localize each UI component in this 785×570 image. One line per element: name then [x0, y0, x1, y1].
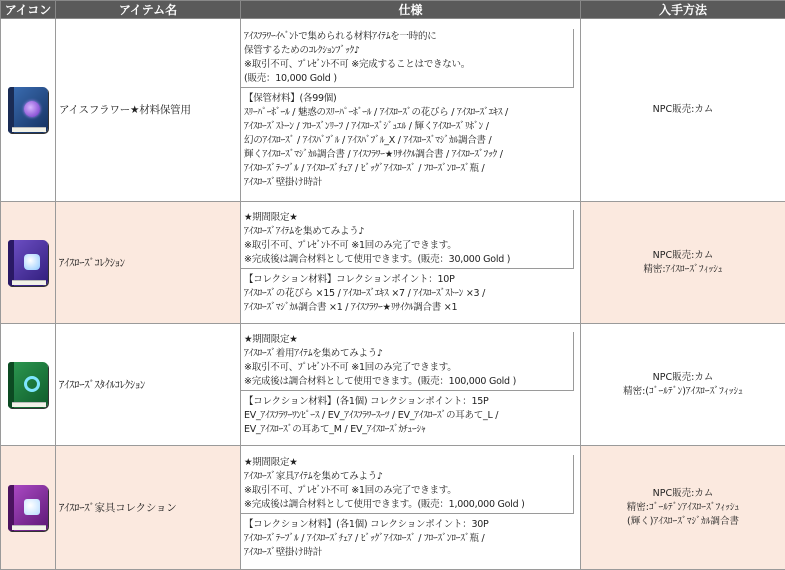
icon-cell — [1, 19, 56, 202]
method-line: 精密:ｺﾞｰﾙﾃﾞﾝｱｲｽﾛｰｽﾞﾌｨｯｼｭ — [581, 501, 785, 515]
icon-cell — [1, 202, 56, 324]
spec-materials: 【コレクション材料】(各1個) コレクションポイント：30P ｱｲｽﾛｰｽﾞﾃｰﾌﾞﾙ / ｱｲｽﾛｰｽﾞﾁｪｱ / ﾋﾞｯｸﾞｱｲｽﾛｰｽﾞ / ﾌﾛｰｽﾞﾝﾛｰｽﾞ瓶 / ｱｲｽﾛｰｽﾞ壁掛け時計 — [241, 514, 580, 561]
spec-cell — [241, 324, 581, 446]
method-line: NPC販売:カム — [581, 487, 785, 501]
spec-cell — [241, 446, 581, 570]
method-line: 精密:(ｺﾞｰﾙﾃﾞﾝ)ｱｲｽﾛｰｽﾞﾌｨｯｼｭ — [581, 385, 785, 399]
blue-book-icon — [8, 87, 48, 133]
table-row — [1, 19, 785, 202]
header-icon: アイコン — [1, 1, 56, 19]
header-item-name: アイテム名 — [56, 1, 241, 19]
green-book-icon — [8, 362, 48, 408]
spec-description: ★期間限定★ ｱｲｽﾛｰｽﾞ家具ｱｲﾃﾑを集めてみよう♪ ※取引不可、ﾌﾟﾚｾﾞﾝﾄ不可 ※1回のみ完了できます。 ※完成後は調合材料として使用できます。(販売：1,000,000 Gold ) — [241, 455, 574, 514]
item-name: ｱｲｽﾛｰｽﾞｺﾚｸｼｮﾝ — [56, 202, 241, 324]
spec-materials: 【保管材料】(各99個) ｽﾘｰﾊﾟｰﾎﾞｰﾙ / 魅惑のｽﾘｰﾊﾟｰﾎﾞｰﾙ / ｱｲｽﾛｰｽﾞの花びら / ｱｲｽﾛｰｽﾞｴｷｽ / ｱｲｽﾛｰｽﾞｽﾄｰﾝ / ﾌﾛｰｽﾞﾝﾘｰﾌ / ｱｲｽﾛｰｽﾞｼﾞｭｴﾙ / 輝くｱｲｽﾛｰｽﾞﾘﾎﾞﾝ / 幻のｱｲｽﾛｰｽﾞ / ｱｲｽﾊﾞﾌﾞﾙ / ｱｲｽﾊﾞﾌﾞﾙ_X / ｱｲｽﾛｰｽﾞﾏｼﾞｶﾙ調合書 / 輝くｱｲｽﾛｰｽﾞﾏｼﾞｶﾙ調合書 / ｱｲｽﾌﾗﾜｰ★ﾘｻｲｸﾙ調合書 / ｱｲｽﾛｰｽﾞﾌｯｸ / ｱｲｽﾛｰｽﾞﾃｰﾌﾞﾙ / ｱｲｽﾛｰｽﾞﾁｪｱ / ﾋﾞｯｸﾞｱｲｽﾛｰｽﾞ / ﾌﾛｰｽﾞﾝﾛｰｽﾞ瓶 / ｱｲｽﾛｰｽﾞ壁掛け時計 — [241, 88, 580, 191]
table-row — [1, 324, 785, 446]
spec-description: ★期間限定★ ｱｲｽﾛｰｽﾞ着用ｱｲﾃﾑを集めてみよう♪ ※取引不可、ﾌﾟﾚｾﾞﾝﾄ不可 ※1回のみ完了できます。 ※完成後は調合材料として使用できます。(販売：100,000 Gold ) — [241, 332, 574, 391]
method-line: NPC販売:カム — [581, 249, 785, 263]
table-row — [1, 202, 785, 324]
purple-book-icon — [8, 240, 48, 286]
header-method: 入手方法 — [581, 1, 785, 19]
spec-materials: 【コレクション材料】(各1個) コレクションポイント：15P EV_ｱｲｽﾌﾗﾜｰﾜﾝﾋﾟｰｽ / EV_ｱｲｽﾌﾗﾜｰｽｰﾂ / EV_ｱｲｽﾛｰｽﾞの耳あて_L / EV_ｱｲｽﾛｰｽﾞの耳あて_M / EV_ｱｲｽﾛｰｽﾞｶﾁｭｰｼｬ — [241, 391, 580, 438]
icon-cell — [1, 324, 56, 446]
method-cell — [581, 446, 785, 570]
spec-description: ｱｲｽﾌﾗﾜｰｲﾍﾞﾝﾄで集められる材料ｱｲﾃﾑを一時的に 保管するためのｺﾚｸｼｮﾝﾌﾞｯｸ♪ ※取引不可、ﾌﾟﾚｾﾞﾝﾄ不可 ※完成することはできない。 (販売：10,000 Gold ) — [241, 29, 574, 88]
icon-cell — [1, 446, 56, 570]
method-cell — [581, 324, 785, 446]
method-cell — [581, 19, 785, 202]
item-name: アイスフラワー★材料保管用 — [56, 19, 241, 202]
method-line: 精密:ｱｲｽﾛｰｽﾞﾌｨｯｼｭ — [581, 263, 785, 277]
method-line: NPC販売:カム — [581, 103, 785, 117]
method-line: NPC販売:カム — [581, 371, 785, 385]
header-spec: 仕様 — [241, 1, 581, 19]
method-cell — [581, 202, 785, 324]
item-name: ｱｲｽﾛｰｽﾞｽﾀｲﾙｺﾚｸｼｮﾝ — [56, 324, 241, 446]
spec-cell — [241, 19, 581, 202]
spec-description: ★期間限定★ ｱｲｽﾛｰｽﾞｱｲﾃﾑを集めてみよう♪ ※取引不可、ﾌﾟﾚｾﾞﾝﾄ不可 ※1回のみ完了できます。 ※完成後は調合材料として使用できます。(販売：30,000 Gold ) — [241, 210, 574, 269]
spec-materials: 【コレクション材料】コレクションポイント：10P ｱｲｽﾛｰｽﾞの花びら ×15 / ｱｲｽﾛｰｽﾞｴｷｽ ×7 / ｱｲｽﾛｰｽﾞｽﾄｰﾝ ×3 / ｱｲｽﾛｰｽﾞﾏｼﾞｶﾙ調合書 ×1 / ｱｲｽﾌﾗﾜｰ★ﾘｻｲｸﾙ調合書 ×1 — [241, 269, 580, 316]
method-line: (輝く)ｱｲｽﾛｰｽﾞﾏｼﾞｶﾙ調合書 — [581, 515, 785, 529]
magenta-book-icon — [8, 485, 48, 531]
spec-cell — [241, 202, 581, 324]
table-header-row — [1, 1, 785, 19]
table-row — [1, 446, 785, 570]
item-name: ｱｲｽﾛｰｽﾞ家具コレクション — [56, 446, 241, 570]
